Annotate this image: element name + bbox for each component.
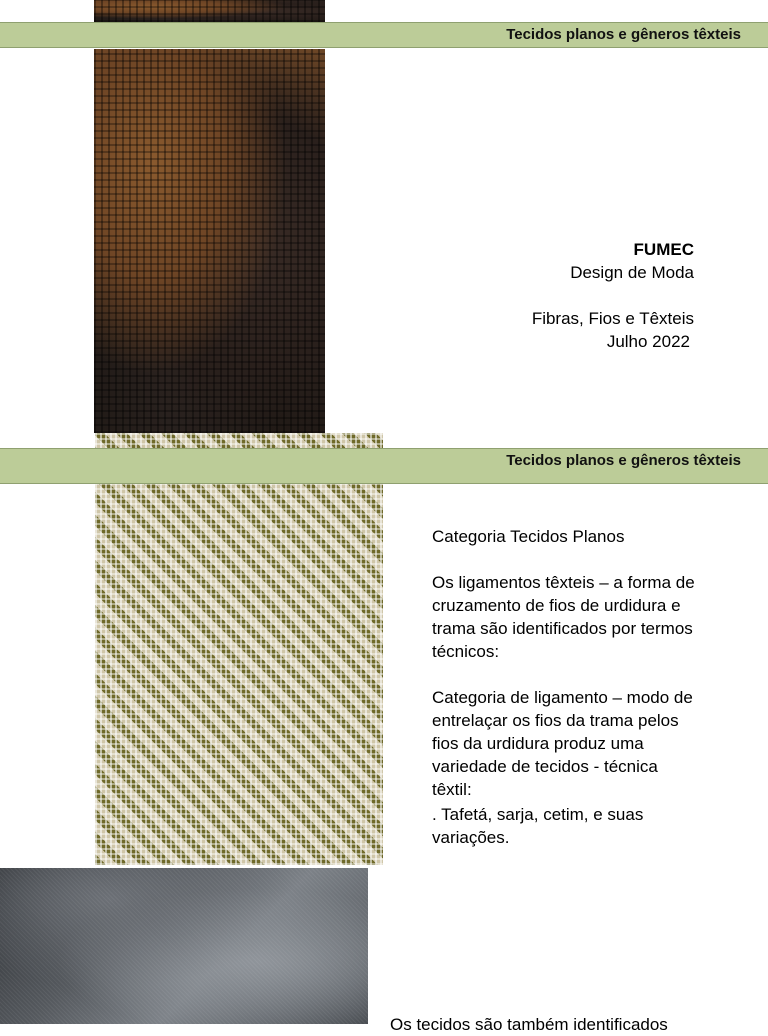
- ligamentos-paragraph: Os ligamentos têxteis – a forma de cruzamento de fios de urdidura e trama são identificados por termos técnicos:: [432, 573, 695, 661]
- course-name: Design de Moda: [570, 263, 694, 282]
- section-header-band: [0, 22, 768, 48]
- ligamento-category-paragraph: Categoria de ligamento – modo de entrelaçar os fios da trama pelos fios da urdidura produz uma variedade de tecidos - técnica têxtil:: [432, 688, 693, 799]
- burlap-fabric-image-top: [94, 0, 325, 22]
- institution-name: FUMEC: [633, 240, 694, 259]
- category-heading: Categoria Tecidos Planos: [432, 527, 625, 546]
- section-header-title-2: Tecidos planos e gêneros têxteis: [506, 452, 741, 469]
- footer-text-snippet: Os tecidos são também identificados: [390, 1015, 668, 1034]
- presentation-date: Julho 2022: [606, 332, 690, 351]
- section-header-band-2: [0, 448, 768, 484]
- section-header-title: Tecidos planos e gêneros têxteis: [506, 26, 741, 43]
- subject-name: Fibras, Fios e Têxteis: [531, 309, 694, 328]
- burlap-fabric-image: [94, 49, 325, 433]
- houndstooth-fabric-image: [95, 433, 383, 865]
- weave-types-paragraph: . Tafetá, sarja, cetim, e suas variações.: [432, 805, 644, 847]
- gray-fabric-image: [0, 868, 368, 1024]
